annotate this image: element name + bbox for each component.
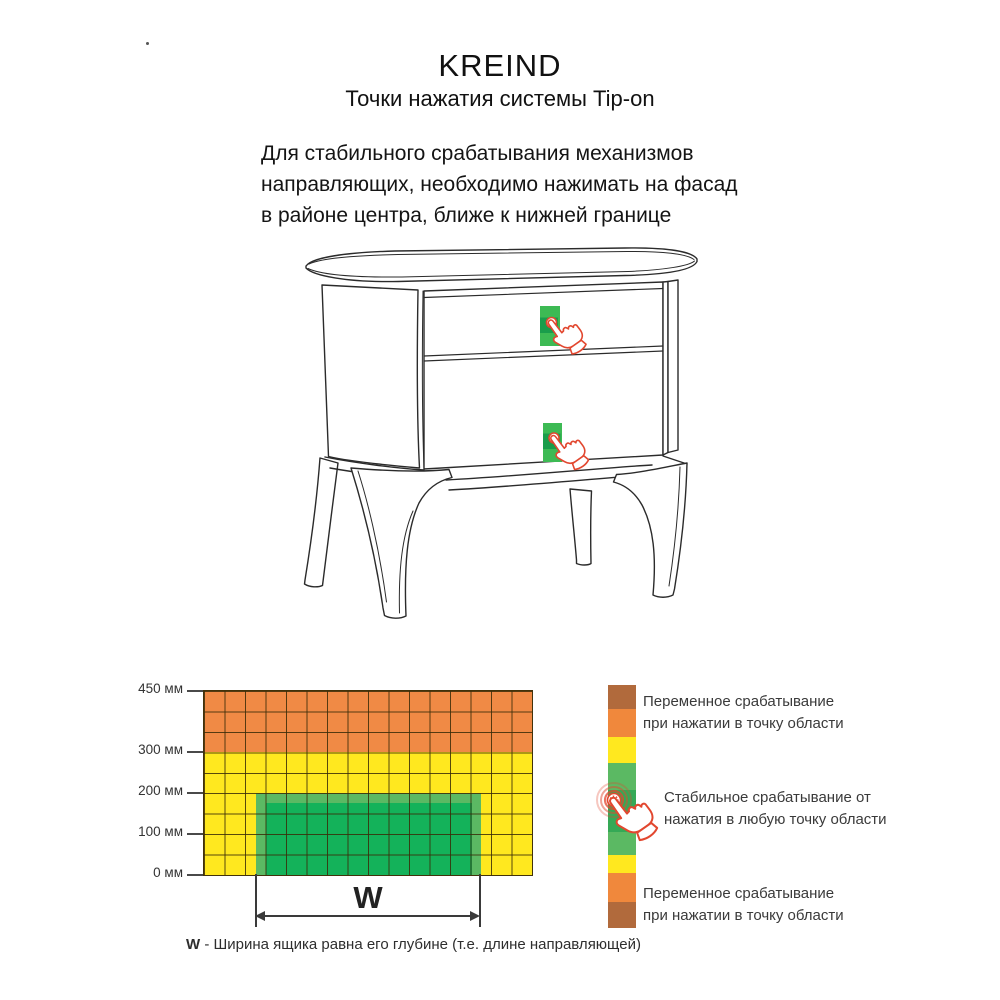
- page-subtitle: Точки нажатия системы Tip-on: [345, 86, 655, 111]
- width-label: W: [353, 880, 383, 915]
- legend-item-variable-bottom: [643, 883, 844, 927]
- legend-text-line: Переменное срабатывание: [643, 693, 835, 710]
- arrowhead-left-icon: [255, 911, 265, 921]
- tick-dash: [187, 792, 203, 794]
- tick-dash: [187, 833, 203, 835]
- tick-label: 450 мм: [138, 681, 183, 696]
- side-panel: [322, 285, 420, 468]
- back-left-leg: [305, 458, 339, 587]
- footnote-text: - Ширина ящика равна его глубине (т.е. длине направляющей): [200, 936, 641, 953]
- tick-label: 100 мм: [138, 824, 183, 840]
- footnote: [186, 936, 641, 953]
- intro-line-1: Для стабильного срабатывания механизмов: [261, 142, 694, 165]
- legend-text-line: Переменное срабатывание: [643, 885, 835, 902]
- legend-segment-legend_orange: [608, 709, 636, 737]
- legend-segment-legend_orange: [608, 873, 636, 902]
- legend-segment-brown: [608, 685, 636, 709]
- intro-paragraph: [261, 138, 738, 231]
- legend-segment-yellow: [608, 737, 636, 763]
- tick-dash: [187, 874, 203, 876]
- legend-text-line: нажатия в любую точку области: [664, 811, 887, 828]
- tick-label: 300 мм: [138, 742, 183, 758]
- legend-text-line: при нажатии в точку области: [643, 715, 844, 732]
- nightstand-drawing: [270, 240, 730, 640]
- brand-title: KREIND: [438, 48, 562, 83]
- intro-line-2: направляющих, необходимо нажимать на фасад: [261, 173, 738, 196]
- front-left-leg: [351, 468, 452, 618]
- arrowhead-right-icon: [470, 911, 480, 921]
- legend-text-line: при нажатии в точку области: [643, 907, 844, 924]
- legend-item-variable-top: [643, 691, 844, 735]
- legend-text-line: Стабильное срабатывание от: [664, 789, 871, 806]
- back-right-leg: [570, 489, 592, 565]
- intro-line-3: в районе центра, ближе к нижней границе: [261, 204, 672, 227]
- tick-dash: [187, 751, 203, 753]
- footnote-symbol: W: [186, 936, 201, 953]
- tick-label: 200 мм: [138, 783, 183, 799]
- grid-lines: [204, 691, 532, 875]
- zone-grid: [203, 690, 533, 876]
- print-artifact-dot: [146, 42, 149, 45]
- legend-segment-brown: [608, 902, 636, 928]
- tick-label: 0 мм: [153, 865, 183, 880]
- legend-touch-icon: [580, 762, 700, 872]
- tick-dash: [187, 690, 203, 692]
